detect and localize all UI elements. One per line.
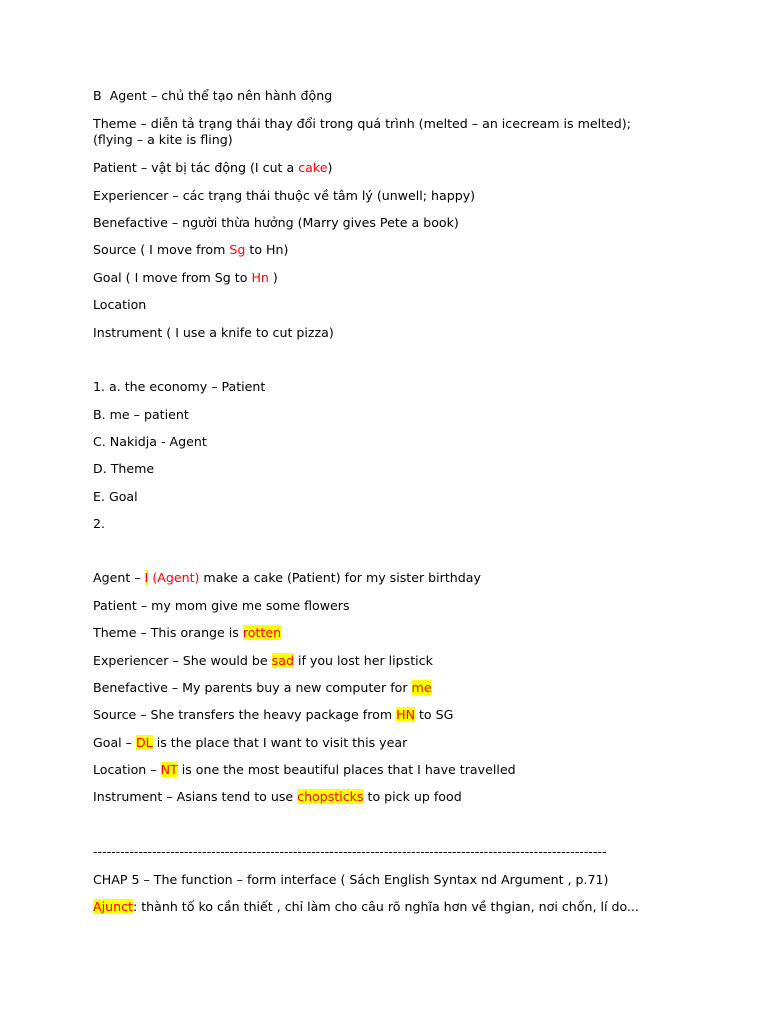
example-goal: Goal – DL is the place that I want to visit this year <box>93 735 408 750</box>
example-experiencer: Experiencer – She would be sad if you lost her lipstick <box>93 653 433 668</box>
answer-e: E. Goal <box>93 489 138 504</box>
highlighted-word: rotten <box>242 625 282 640</box>
agent-tag: (Agent) <box>148 570 200 585</box>
example-patient: Patient – my mom give me some flowers <box>93 598 350 613</box>
highlighted-word: HN <box>396 707 415 722</box>
role-source: Source ( I move from Sg to Hn) <box>93 242 289 257</box>
highlighted-word: Ajunct <box>93 899 133 914</box>
highlighted-word: me <box>411 680 432 695</box>
role-agent: B Agent – chủ thể tạo nên hành động <box>93 88 333 103</box>
patient-example-word: cake <box>298 160 328 175</box>
divider-line: ----------------------------------------------------------------------------------------------------------------- <box>93 844 607 859</box>
highlighted-word: DL <box>135 735 153 750</box>
example-theme: Theme – This orange is rotten <box>93 625 282 640</box>
highlighted-word: I <box>144 570 149 585</box>
role-patient: Patient – vật bị tác động (I cut a cake) <box>93 160 333 175</box>
role-location: Location <box>93 297 147 312</box>
answer-d: D. Theme <box>93 461 155 476</box>
ajunct-definition: Ajunct: thành tố ko cần thiết , chỉ làm cho câu rõ nghĩa hơn về thgian, nơi chốn, lí do... <box>93 899 639 914</box>
example-benefactive: Benefactive – My parents buy a new computer for me <box>93 680 432 695</box>
role-theme: Theme – diễn tả trạng thái thay đổi trong quá trình (melted – an icecream is melted); (flying – a kite is fling) <box>93 116 631 147</box>
source-example-word: Sg <box>229 242 246 257</box>
role-benefactive: Benefactive – người thừa hưởng (Marry gives Pete a book) <box>93 215 459 230</box>
highlighted-word: NT <box>160 762 178 777</box>
role-goal: Goal ( I move from Sg to Hn ) <box>93 270 278 285</box>
example-location: Location – NT is one the most beautiful places that I have travelled <box>93 762 516 777</box>
answer-1a: 1. a. the economy – Patient <box>93 379 266 394</box>
highlighted-word: chopsticks <box>297 789 364 804</box>
role-instrument: Instrument ( I use a knife to cut pizza) <box>93 325 334 340</box>
answer-2: 2. <box>93 516 106 531</box>
answer-b: B. me – patient <box>93 407 189 422</box>
answer-c: C. Nakidja - Agent <box>93 434 207 449</box>
highlighted-word: sad <box>271 653 294 668</box>
example-instrument: Instrument – Asians tend to use chopsticks to pick up food <box>93 789 462 804</box>
role-experiencer: Experiencer – các trạng thái thuộc về tâm lý (unwell; happy) <box>93 188 476 203</box>
example-agent: Agent – I (Agent) make a cake (Patient) for my sister birthday <box>93 570 481 585</box>
goal-example-word: Hn <box>251 270 269 285</box>
example-source: Source – She transfers the heavy package from HN to SG <box>93 707 454 722</box>
chapter-heading: CHAP 5 – The function – form interface ( Sách English Syntax nd Argument , p.71) <box>93 872 609 887</box>
